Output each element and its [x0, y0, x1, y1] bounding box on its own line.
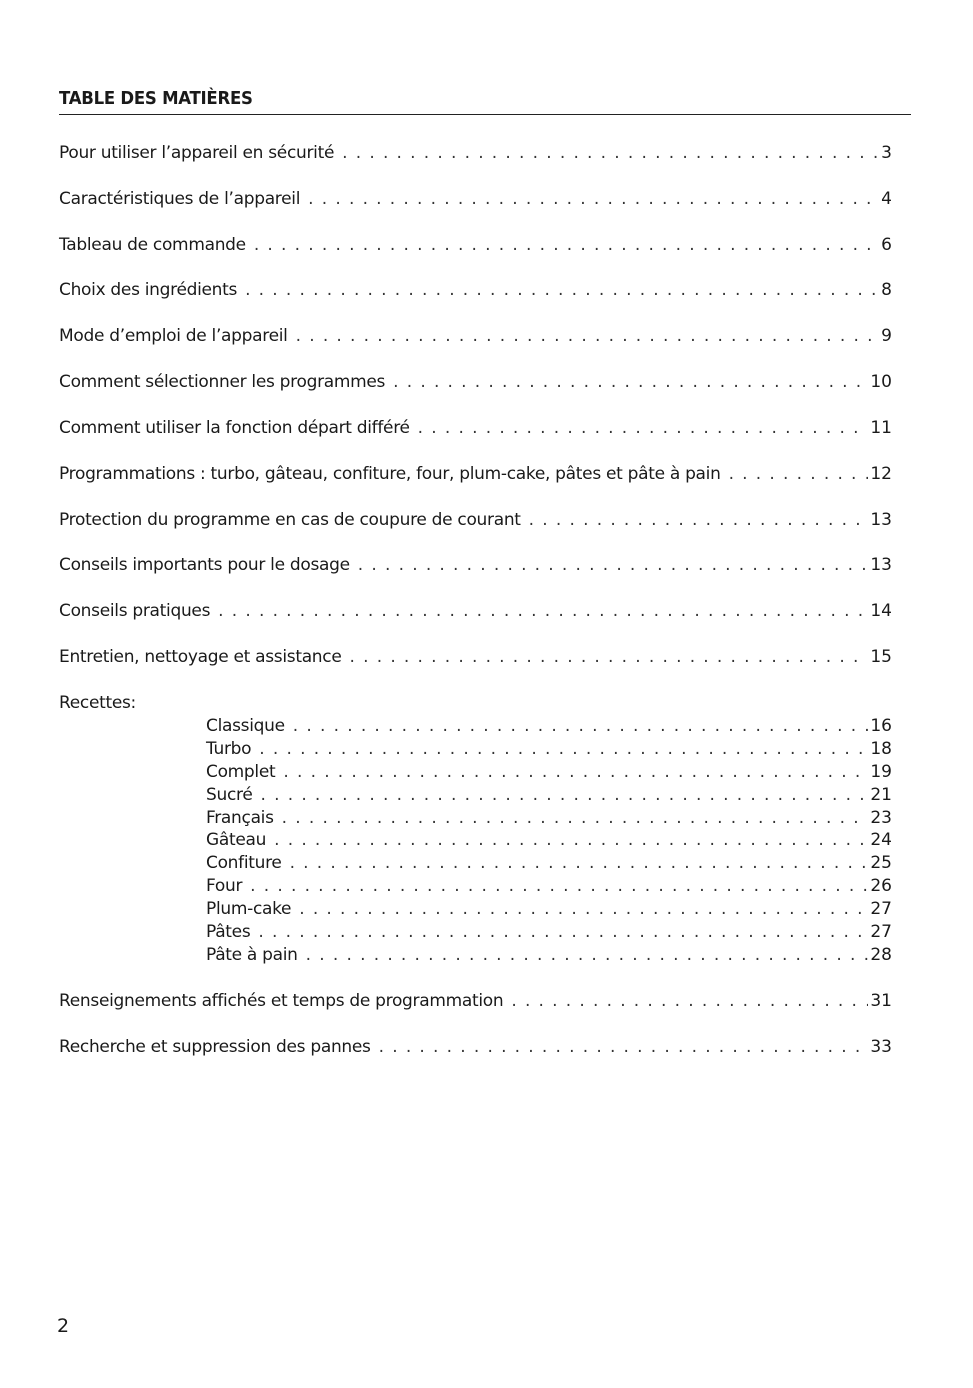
toc-entry-label: Comment sélectionner les programmes	[59, 372, 386, 392]
toc-entry-label: Programmations : turbo, gâteau, confiture, four, plum-cake, pâtes et pâte à pain	[59, 464, 721, 484]
toc-entry-page: 13	[870, 510, 892, 530]
dot-leader	[529, 509, 869, 531]
recipe-entry-label: Confiture	[206, 853, 282, 873]
toc-entry[interactable]	[59, 234, 892, 256]
toc-entry[interactable]	[59, 417, 892, 439]
dot-leader	[511, 990, 868, 1012]
recipe-entry-page: 23	[870, 808, 892, 828]
toc-entry[interactable]	[59, 646, 892, 668]
toc-entry-page: 11	[870, 418, 892, 438]
toc-entry[interactable]	[59, 554, 892, 576]
dot-leader	[245, 279, 879, 301]
recipe-entry-page: 21	[870, 785, 892, 805]
recipe-entry-label: Pâte à pain	[206, 945, 298, 965]
dot-leader	[306, 944, 869, 966]
toc-entry-page: 13	[870, 555, 892, 575]
dot-leader	[358, 554, 869, 576]
toc-entry-label: Protection du programme en cas de coupure de courant	[59, 510, 521, 530]
toc-entry[interactable]	[59, 1036, 892, 1058]
toc-entry-label: Pour utiliser l’appareil en sécurité	[59, 143, 335, 163]
recipe-entry[interactable]	[206, 761, 892, 783]
toc-entry-label: Caractéristiques de l’appareil	[59, 189, 301, 209]
dot-leader	[259, 738, 868, 760]
recipe-entry[interactable]	[206, 715, 892, 737]
toc-entry[interactable]	[59, 509, 892, 531]
toc-entry-label: Tableau de commande	[59, 235, 246, 255]
toc-entry[interactable]	[59, 371, 892, 393]
recipe-entry-page: 19	[870, 762, 892, 782]
dot-leader	[290, 852, 869, 874]
toc-entry-page: 6	[881, 235, 892, 255]
dot-leader	[296, 325, 880, 347]
dot-leader	[350, 646, 869, 668]
recipe-entry[interactable]	[206, 852, 892, 874]
toc-entry[interactable]	[59, 142, 892, 164]
toc-entry-page: 4	[881, 189, 892, 209]
recipe-entry[interactable]	[206, 829, 892, 851]
recipe-entry-label: Classique	[206, 716, 285, 736]
dot-leader	[254, 234, 879, 256]
toc-entry-label: Comment utiliser la fonction départ différé	[59, 418, 410, 438]
recipe-entry-page: 28	[870, 945, 892, 965]
dot-leader	[261, 784, 869, 806]
dot-leader	[283, 761, 868, 783]
toc-entry[interactable]	[59, 279, 892, 301]
toc-entry-label: Conseils pratiques	[59, 601, 211, 621]
recipe-entry-label: Complet	[206, 762, 276, 782]
recipe-entry-label: Plum-cake	[206, 899, 292, 919]
dot-leader	[379, 1036, 869, 1058]
recipe-entry-page: 24	[870, 830, 892, 850]
toc-entry-page: 12	[870, 464, 892, 484]
toc-entry[interactable]	[59, 463, 892, 485]
recipe-entry-label: Gâteau	[206, 830, 267, 850]
recipe-entry[interactable]	[206, 898, 892, 920]
dot-leader	[293, 715, 869, 737]
toc-entry-page: 14	[870, 601, 892, 621]
recipe-entry[interactable]	[206, 738, 892, 760]
dot-leader	[274, 829, 868, 851]
toc-entry-page: 9	[881, 326, 892, 346]
recipe-entry[interactable]	[206, 875, 892, 897]
title-rule	[59, 114, 911, 115]
recipe-entry-page: 25	[870, 853, 892, 873]
toc-entry-page: 31	[870, 991, 892, 1011]
dot-leader	[342, 142, 879, 164]
toc-entry-label: Entretien, nettoyage et assistance	[59, 647, 342, 667]
recipe-entry-page: 27	[870, 922, 892, 942]
recipe-entry[interactable]	[206, 784, 892, 806]
dot-leader	[393, 371, 868, 393]
page-title: TABLE DES MATIÈRES	[59, 88, 253, 109]
toc-entry-label: Choix des ingrédients	[59, 280, 238, 300]
toc-entry[interactable]	[59, 600, 892, 622]
toc-entry[interactable]	[59, 990, 892, 1012]
dot-leader	[250, 875, 868, 897]
dot-leader	[258, 921, 868, 943]
toc-entry-label: Recherche et suppression des pannes	[59, 1037, 371, 1057]
recipe-entry-label: Pâtes	[206, 922, 251, 942]
toc-entry-page: 10	[870, 372, 892, 392]
toc-entry-page: 3	[881, 143, 892, 163]
recipe-entry-page: 16	[870, 716, 892, 736]
recipe-entry-page: 18	[870, 739, 892, 759]
recipe-entry-label: Français	[206, 808, 274, 828]
page-number: 2	[57, 1315, 70, 1337]
recipe-entry[interactable]	[206, 807, 892, 829]
recipe-entry[interactable]	[206, 921, 892, 943]
recipes-heading: Recettes:	[59, 693, 136, 713]
dot-leader	[299, 898, 868, 920]
recipe-entry-page: 26	[870, 876, 892, 896]
toc-entry-page: 8	[881, 280, 892, 300]
recipe-entry[interactable]	[206, 944, 892, 966]
toc-entry-page: 33	[870, 1037, 892, 1057]
recipe-entry-label: Sucré	[206, 785, 253, 805]
dot-leader	[418, 417, 869, 439]
recipe-entry-label: Four	[206, 876, 243, 896]
dot-leader	[282, 807, 869, 829]
toc-entry[interactable]	[59, 188, 892, 210]
toc-entry-label: Conseils importants pour le dosage	[59, 555, 350, 575]
toc-entry[interactable]	[59, 325, 892, 347]
toc-entry-label: Mode d’emploi de l’appareil	[59, 326, 288, 346]
dot-leader	[308, 188, 879, 210]
recipe-entry-label: Turbo	[206, 739, 252, 759]
dot-leader	[218, 600, 868, 622]
dot-leader	[729, 463, 869, 485]
recipe-entry-page: 27	[870, 899, 892, 919]
toc-entry-page: 15	[870, 647, 892, 667]
toc-entry-label: Renseignements affichés et temps de programmation	[59, 991, 504, 1011]
